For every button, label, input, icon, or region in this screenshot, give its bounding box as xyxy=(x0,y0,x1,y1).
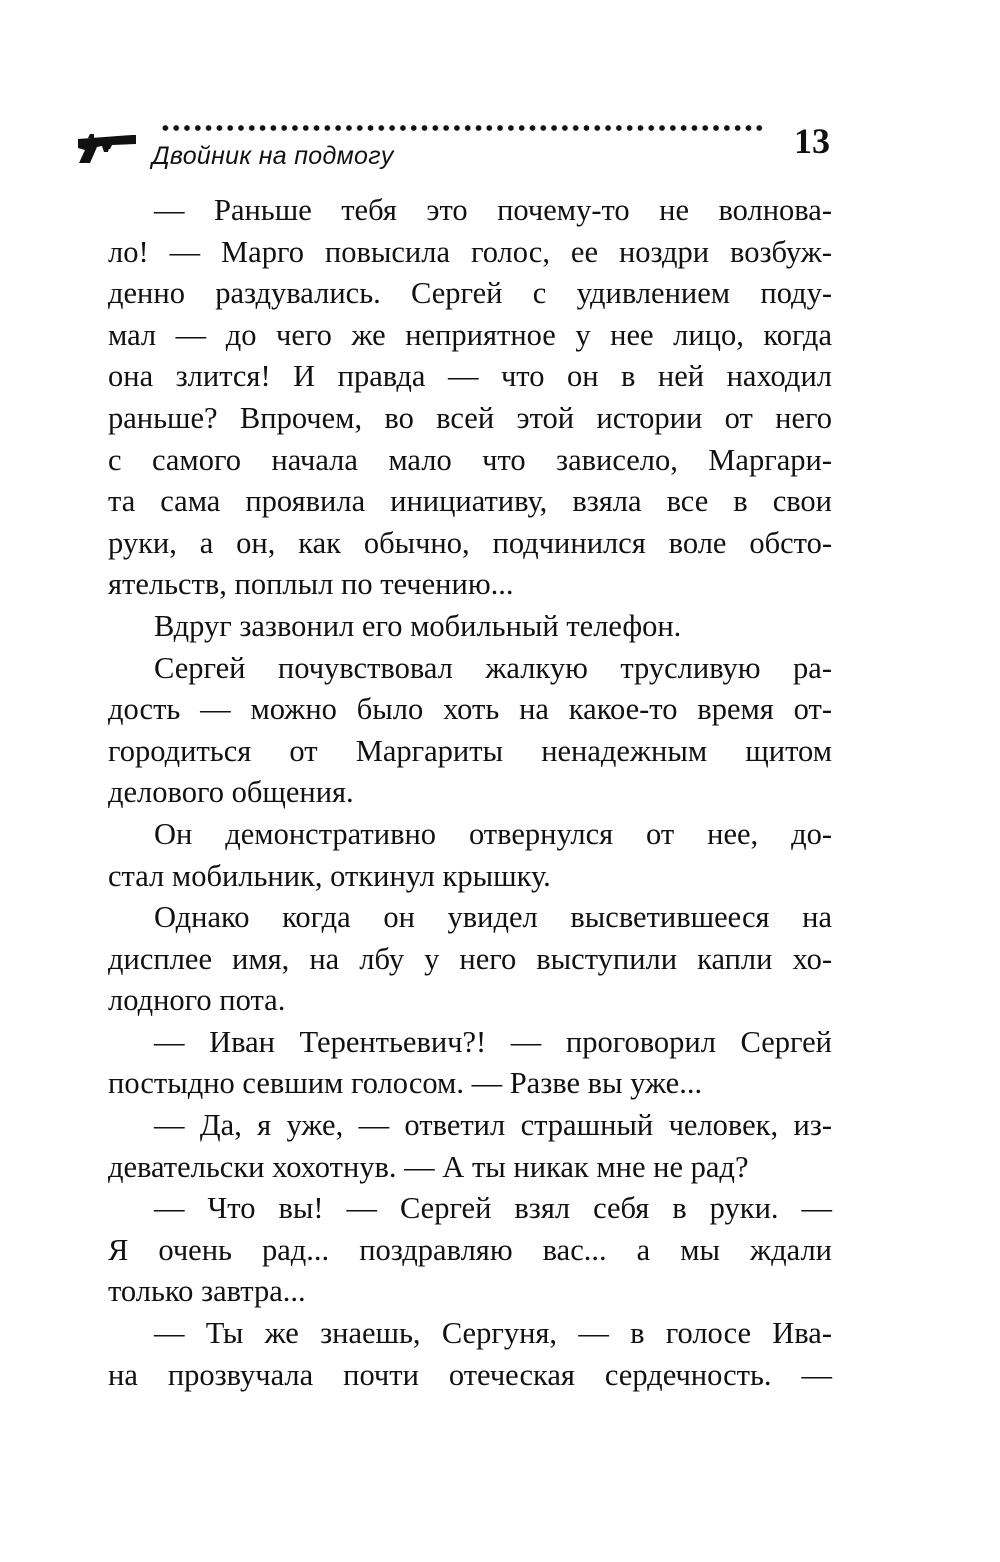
dotted-rule xyxy=(160,122,766,134)
text-line: Сергей почувствовал жалкую трусливую ра- xyxy=(154,650,832,685)
paragraph xyxy=(108,1022,832,1105)
text-line: на прозвучала почти отеческая сердечность. — xyxy=(108,1357,832,1392)
text-line: Я очень рад... поздравляю вас... а мы ждали xyxy=(108,1232,832,1267)
running-header xyxy=(76,118,836,178)
page-number: 13 xyxy=(794,121,830,161)
paragraph xyxy=(108,648,832,814)
text-line: — Что вы! — Сергей взял себя в руки. — xyxy=(154,1191,832,1226)
body-text xyxy=(108,190,832,1396)
text-line: мал — до чего же неприятное у нее лицо, когда xyxy=(108,317,832,352)
text-line: дость — можно было хоть на какое-то время от- xyxy=(108,692,832,727)
paragraph xyxy=(108,190,832,606)
text-line: Он демонстративно отвернулся от нее, до- xyxy=(154,816,832,851)
text-line: она злится! И правда — что он в ней находил xyxy=(108,359,832,394)
text-line: ятельств, поплыл по течению... xyxy=(108,567,514,602)
paragraph xyxy=(108,814,832,897)
text-line: денно раздувались. Сергей с удивлением поду- xyxy=(108,276,832,311)
text-line: только завтра... xyxy=(108,1274,306,1309)
text-line: Вдруг зазвонил его мобильный телефон. xyxy=(154,608,682,643)
text-line: — Раньше тебя это почему-то не волнова- xyxy=(154,193,832,227)
text-line: та сама проявила инициативу, взяла все в свои xyxy=(108,484,832,519)
text-line: лодного пота. xyxy=(108,983,286,1018)
text-line: руки, а он, как обычно, подчинился воле обсто- xyxy=(108,525,832,560)
text-line: — Да, я уже, — ответил страшный человек, из- xyxy=(154,1108,832,1143)
pistol-icon xyxy=(76,130,138,166)
text-line: девательски хохотнув. — А ты никак мне не рад? xyxy=(108,1149,749,1184)
text-line: Однако когда он увидел высветившееся на xyxy=(154,900,832,935)
text-line: дисплее имя, на лбу у него выступили капли хо- xyxy=(108,941,832,976)
paragraph xyxy=(108,1188,832,1313)
paragraph xyxy=(108,1105,832,1188)
text-line: — Ты же знаешь, Сергуня, — в голосе Ива- xyxy=(154,1316,832,1351)
paragraph xyxy=(108,897,832,1022)
text-line: городиться от Маргариты ненадежным щитом xyxy=(108,733,832,768)
running-title: Двойник на подмогу xyxy=(152,142,394,170)
text-line: — Иван Терентьевич?! — проговорил Сергей xyxy=(154,1024,832,1059)
text-line: ло! — Марго повысила голос, ее ноздри возбуж- xyxy=(108,234,832,269)
paragraph xyxy=(108,606,832,648)
text-line: постыдно севшим голосом. — Разве вы уже... xyxy=(108,1066,703,1101)
text-line: делового общения. xyxy=(108,775,354,810)
text-line: стал мобильник, откинул крышку. xyxy=(108,858,551,893)
paragraph xyxy=(108,1313,832,1396)
text-line: с самого начала мало что зависело, Маргари- xyxy=(108,442,832,477)
text-line: раньше? Впрочем, во всей этой истории от него xyxy=(108,400,832,435)
